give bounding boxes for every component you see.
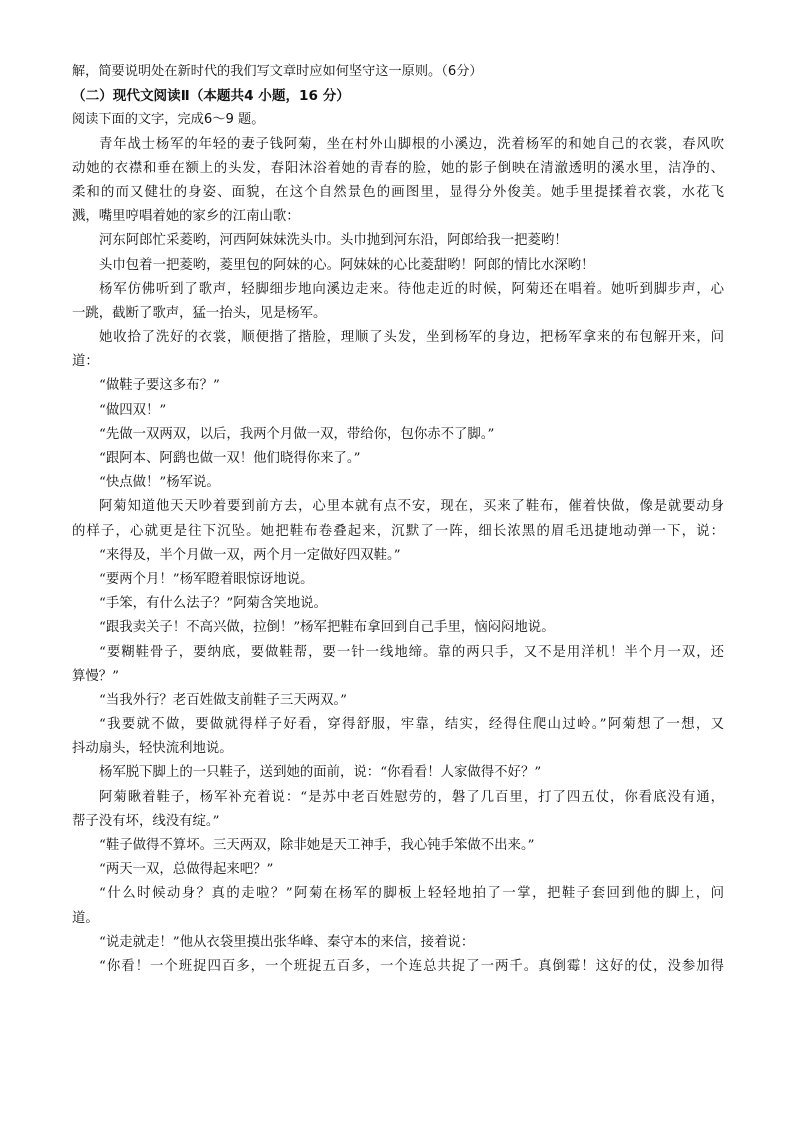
passage-line: 的样子，心就更是往下沉坠。她把鞋布卷叠起来，沉默了一阵，细长浓黑的眉毛迅捷地动弹一下，说： bbox=[72, 523, 724, 539]
passage-line: “做四双！” bbox=[99, 402, 167, 418]
passage-line: “你看！一个班捉四百多，一个班捉五百多，一个连总共捉了一两千。真倒霉！这好的仗，没参加得 bbox=[99, 958, 724, 974]
previous-question-tail: 解，简要说明处在新时代的我们写文章时应如何坚守这一原则。（6分） bbox=[72, 64, 483, 79]
section-heading: （二）现代文阅读Ⅱ（本题共4 小题，16 分） bbox=[72, 88, 350, 105]
passage-line: “我要就不做，要做就得样子好看，穿得舒服，牢靠，结实，经得住爬山过岭。”阿菊想了一想，又 bbox=[99, 717, 724, 733]
passage-line: 道： bbox=[72, 354, 99, 370]
passage-line: 杨军仿佛听到了歌声，轻脚细步地向溪边走来。待他走近的时候，阿菊还在唱着。她听到脚步声，心 bbox=[99, 281, 724, 297]
passage-line: 道。 bbox=[72, 910, 99, 926]
passage-line: “手笨，有什么法子？”阿菊含笑地说。 bbox=[99, 596, 327, 612]
passage-line: 帮子没有坏，线没有绽。” bbox=[72, 813, 220, 829]
passage-line: 动她的衣襟和垂在额上的头发，春阳沐浴着她的青春的脸，她的影子倒映在清澈透明的溪水里，洁净的、 bbox=[72, 160, 724, 176]
passage-line: “来得及，半个月做一双，两个月一定做好四双鞋。” bbox=[99, 547, 401, 563]
passage-line: 杨军脱下脚上的一只鞋子，送到她的面前，说：“你看看！人家做得不好？” bbox=[99, 765, 542, 781]
passage-line: “跟阿本、阿鹞也做一双！他们晓得你来了。” bbox=[99, 451, 361, 466]
passage-line: 她收拾了洗好的衣裳，顺便揩了揩脸，理顺了头发，坐到杨军的身边，把杨军拿来的布包解开来，问 bbox=[99, 330, 724, 346]
passage-line: “做鞋子要这多布？” bbox=[99, 378, 220, 394]
passage-line: “要糊鞋骨子，要纳底，要做鞋帮，要一针一线地缔。靠的两只手，又不是用洋机！半个月一双，还 bbox=[99, 644, 724, 660]
passage-line: “要两个月！”杨军瞪着眼惊讶地说。 bbox=[99, 571, 314, 587]
passage-line: “两天一双，总做得起来吧？” bbox=[99, 862, 274, 878]
passage-line: 溅，嘴里哼唱着她的家乡的江南山歌： bbox=[72, 209, 300, 225]
passage-line: 阿菊知道他天天吵着要到前方去，心里本就有点不安，现在，买来了鞋布，催着快做，像是就要动身 bbox=[99, 499, 724, 515]
passage-line: 阿菊瞅着鞋子，杨军补充着说：“是苏中老百姓慰劳的，磐了几百里，打了四五仗，你看底没有通， bbox=[99, 789, 724, 805]
passage-line: 柔和的而又健壮的身姿、面貌，在这个自然景色的画图里，显得分外俊美。她手里提揉着衣裳，水花飞 bbox=[72, 184, 724, 200]
passage-line: 抖动扇头，轻快流利地说。 bbox=[72, 741, 233, 757]
passage-body bbox=[72, 133, 724, 980]
passage-line: 一跳，截断了歌声，猛一抬头，见是杨军。 bbox=[72, 305, 327, 321]
passage-line: “说走就走！”他从衣袋里摸出张华峰、秦守本的来信，接着说： bbox=[99, 934, 475, 950]
document-page bbox=[72, 60, 724, 979]
passage-line: 河东阿郎忙采菱哟，河西阿妹妹洗头巾。头巾抛到河东沿，阿郎给我一把菱哟！ bbox=[99, 233, 568, 249]
passage-line: 青年战士杨军的年轻的妻子钱阿菊，坐在村外山脚根的小溪边，洗着杨军的和她自己的衣裳，春风吹 bbox=[99, 136, 724, 152]
passage-line: “什么时候动身？真的走啦？”阿菊在杨军的脚板上轻轻地拍了一掌，把鞋子套回到他的脚上，问 bbox=[99, 886, 724, 902]
reading-instruction: 阅读下面的文字，完成6～9 题。 bbox=[72, 112, 265, 128]
passage-line: “先做一双两双，以后，我两个月做一双，带给你，包你赤不了脚。” bbox=[99, 426, 495, 442]
passage-line: 头巾包着一把菱哟，菱里包的阿妹的心。阿妹妹的心比菱甜哟！阿郎的情比水深哟！ bbox=[99, 257, 595, 273]
passage-line: “快点做！”杨军说。 bbox=[99, 475, 220, 491]
passage-line: 算慢？” bbox=[72, 668, 120, 684]
passage-line: “跟我卖关子！不高兴做，拉倒！”杨军把鞋布拿回到自己手里，恼闷闷地说。 bbox=[99, 620, 555, 636]
passage-line: “鞋子做得不算坏。三天两双，除非她是天工神手，我心钝手笨做不出来。” bbox=[99, 838, 535, 853]
passage-line: “当我外行？老百姓做支前鞋子三天两双。” bbox=[99, 692, 348, 708]
